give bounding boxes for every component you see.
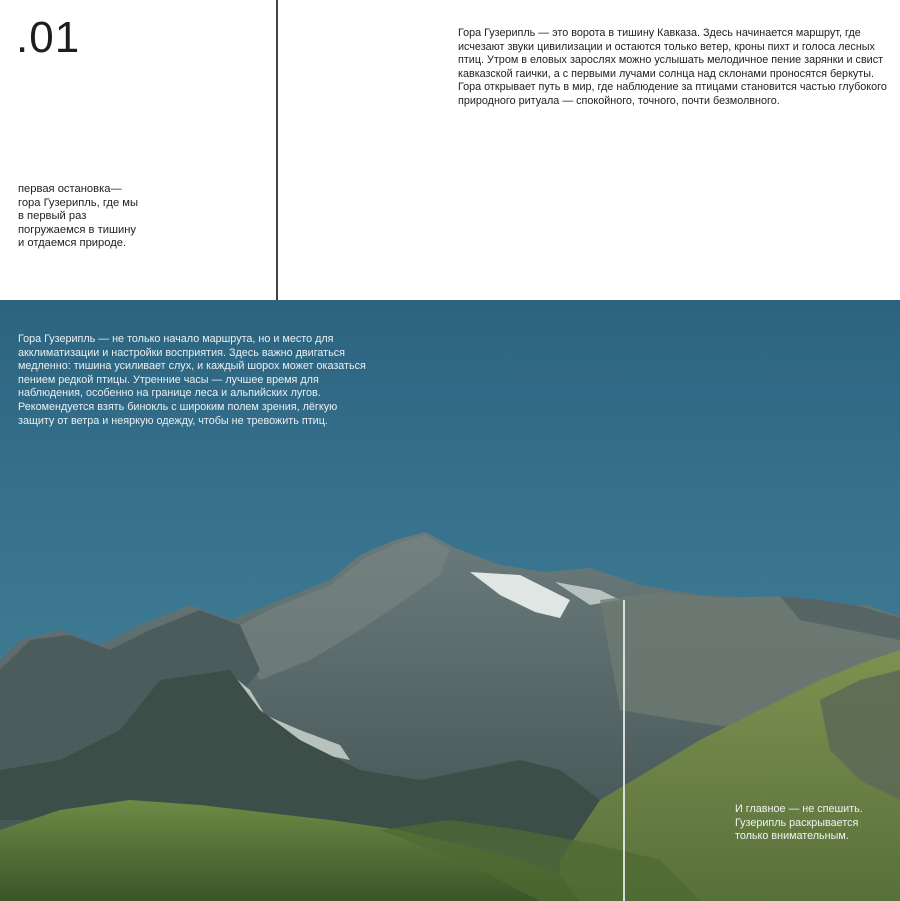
text-panel — [0, 0, 900, 300]
section-number: .01 — [16, 13, 81, 62]
vertical-divider-light — [623, 600, 625, 901]
vertical-divider — [276, 0, 278, 300]
side-note: первая остановка— гора Гузерипль, где мы в первый раз погружаемся в тишину и отдаемся природе. — [18, 183, 139, 250]
photo-paragraph: Гора Гузерипль — не только начало маршрута, но и место для акклиматизации и настройки восприятия. Здесь важно двигаться медленно: тишина усиливает слух, и каждый шорох может оказаться пением редкой птицы. Утренние часы — лучшее время для наблюдения, особенно на границе леса и альпийских лугов. Рекомендуется взять бинокль с широким полем зрения, лёгкую защиту от ветра и неяркую одежду, чтобы не тревожить птиц. — [18, 333, 366, 427]
intro-paragraph: Гора Гузерипль — это ворота в тишину Кавказа. Здесь начинается маршрут, где исчезают звуки цивилизации и остаются только ветер, кроны пихт и голоса лесных птиц. Утром в еловых зарослях можно услышать мелодичное пение зарянки и свист кавказской гаички, а с первыми лучами солнца над склонами проносятся беркуты. Гора открывает путь в мир, где наблюдение за птицами становится частью глубокого природного ритуала — спокойного, точного, почти безмолвного. — [458, 27, 887, 107]
closing-note: И главное — не спешить. Гузерипль раскрывается только внимательным. — [735, 803, 863, 843]
